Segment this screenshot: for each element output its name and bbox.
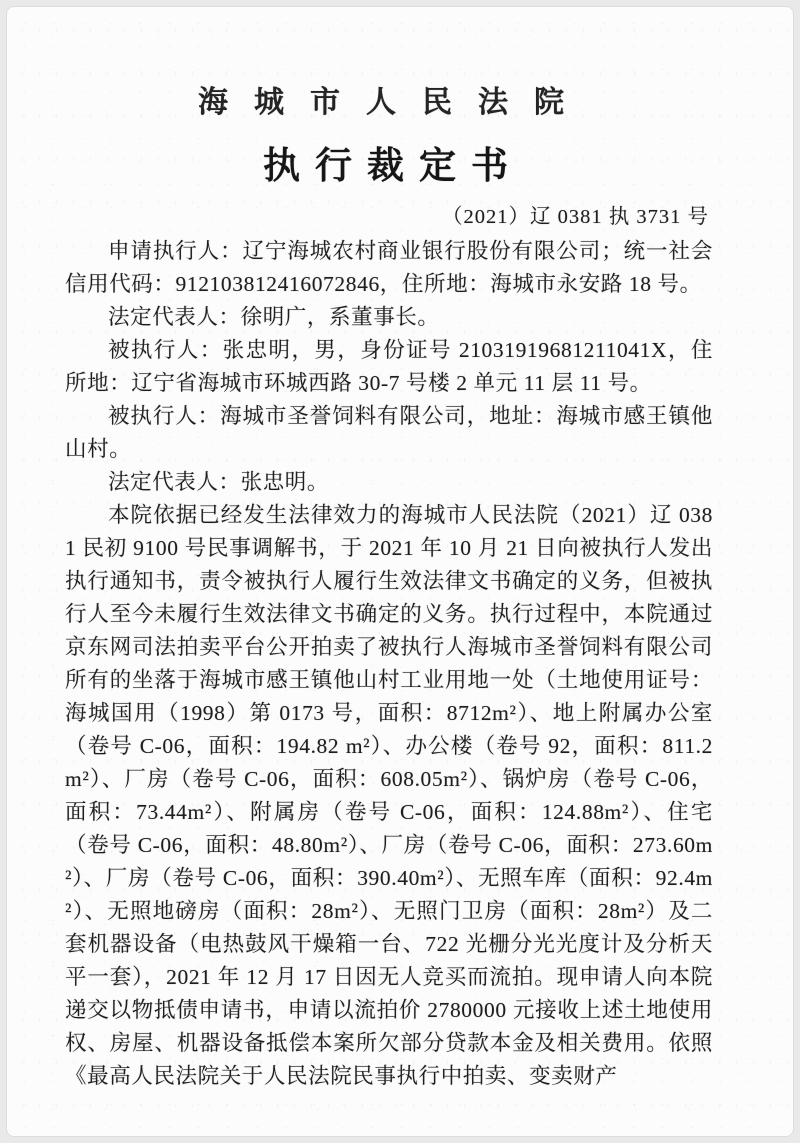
paragraph-ruling-body: 本院依据已经发生法律效力的海城市人民法院（2021）辽 0381 民初 9100 号民事调解书，于 2021 年 10 月 21 日向被执行人发出执行通知书，责令被执行人履行生效法律文书确定的义务，但被执行人至今未履行生效法律文书确定的义务。执行过程中，本院通过京东网司法拍卖平台公开拍卖了被执行人海城市圣誉饲料有限公司所有的坐落于海城市感王镇他山村工业用地一处（土地使用证号：海城国用（1998）第 0173 号，面积：8712m²）、地上附属办公室（卷号 C-06，面积：194.82 m²）、办公楼（卷号 92，面积：811.2m²）、厂房（卷号 C-06，面积：608.05m²）、锅炉房（卷号 C-06，面积：73.44m²）、附属房（卷号 C-06，面积：124.88m²）、住宅（卷号 C-06，面积：48.80m²）、厂房（卷号 C-06，面积：273.60m²）、厂房（卷号 C-06，面积：390.40m²）、无照车库（面积：92.4m²）、无照地磅房（面积：28m²）、无照门卫房（面积：28m²）及二套机器设备（电热鼓风干燥箱一台、722 光栅分光光度计及分析天平一套），2021 年 12 月 17 日因无人竞买而流拍。现申请人向本院递交以物抵债申请书，申请以流拍价 2780000 元接收上述土地使用权、房屋、机器设备抵偿本案所欠部分贷款本金及相关费用。依照《最高人民法院关于人民法院民事执行中拍卖、变卖财产 <box>65 503 713 1088</box>
document-content <box>65 77 713 1093</box>
document-title: 执行裁定书 <box>263 146 523 187</box>
paragraph-respondent-1: 被执行人：张忠明，男，身份证号 21031919681211041X，住所地：辽宁省海城市环城西路 30-7 号楼 2 单元 11 层 11 号。 <box>65 338 713 395</box>
document-body <box>65 235 713 1093</box>
court-name: 海城市人民法院 <box>198 86 590 119</box>
paragraph-legal-representative-2: 法定代表人：张忠明。 <box>108 470 330 494</box>
paragraph-applicant: 申请执行人：辽宁海城农村商业银行股份有限公司；统一社会信用代码：912103812416072846，住所地：海城市永安路 18 号。 <box>65 239 713 296</box>
case-number: （2021）辽 0381 执 3731 号 <box>442 206 709 228</box>
paragraph-respondent-2: 被执行人：海城市圣誉饲料有限公司，地址：海城市感王镇他山村。 <box>65 404 713 461</box>
document-page <box>6 6 794 1137</box>
paragraph-legal-representative-1: 法定代表人：徐明广，系董事长。 <box>108 305 440 329</box>
